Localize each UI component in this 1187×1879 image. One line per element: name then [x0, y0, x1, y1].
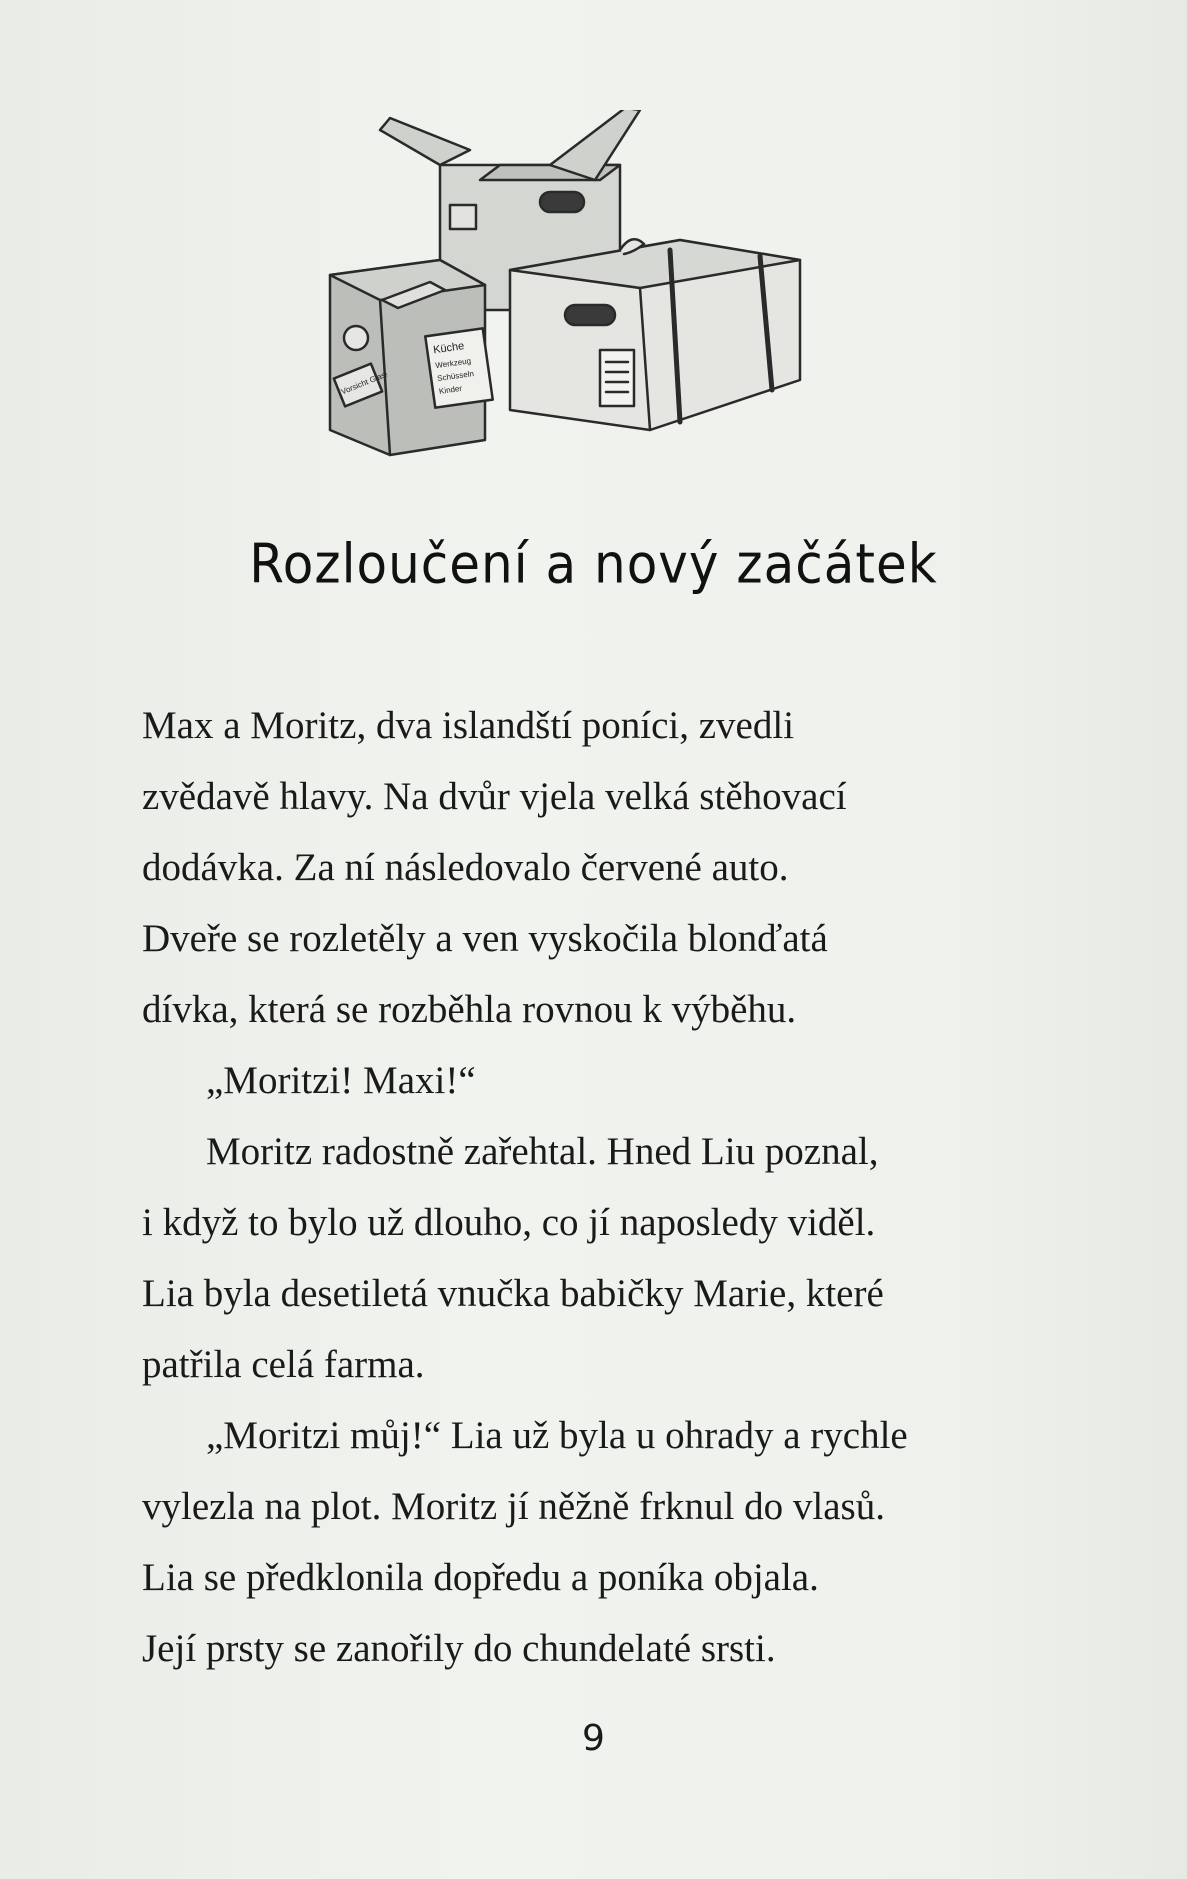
- box-label-line: Schüsseln: [436, 369, 475, 384]
- text-line: zvědavě hlavy. Na dvůr vjela velká stěhovací: [142, 775, 847, 818]
- text-line: „Moritzi můj!“ Lia už byla u ohrady a rychle: [206, 1414, 908, 1457]
- text-line: Max a Moritz, dva islandští poníci, zvedli: [142, 704, 795, 747]
- moving-boxes-illustration: [320, 110, 880, 480]
- text-line: Moritz radostně zařehtal. Hned Liu poznal,: [206, 1130, 879, 1173]
- text-line: vylezla na plot. Moritz jí něžně frknul do vlasů.: [142, 1485, 885, 1528]
- text-line: „Moritzi! Maxi!“: [206, 1059, 476, 1102]
- text-line: Dveře se rozletěly a ven vyskočila blonďatá: [142, 917, 828, 960]
- text-line: dívka, která se rozběhla rovnou k výběhu.: [142, 988, 797, 1031]
- page-number: 9: [582, 1718, 605, 1759]
- text-line: Její prsty se zanořily do chundelaté srsti.: [142, 1627, 776, 1670]
- text-line: patřila celá farma.: [142, 1343, 425, 1386]
- text-line: Lia byla desetiletá vnučka babičky Marie, které: [142, 1272, 884, 1315]
- chapter-title: Rozloučení a nový začátek: [249, 532, 938, 596]
- text-line: dodávka. Za ní následovalo červené auto.: [142, 846, 789, 889]
- box-label-line: Kinder: [438, 383, 463, 396]
- box-label-line: Werkzeug: [434, 356, 472, 371]
- box-label-line: Küche: [432, 340, 466, 357]
- text-line: i když to bylo už dlouho, co jí naposledy viděl.: [142, 1201, 876, 1244]
- body-text: [142, 690, 1052, 1684]
- box-sticker-label: Vorsicht Glas!: [339, 369, 389, 397]
- text-line: Lia se předklonila dopředu a poníka objala.: [142, 1556, 819, 1599]
